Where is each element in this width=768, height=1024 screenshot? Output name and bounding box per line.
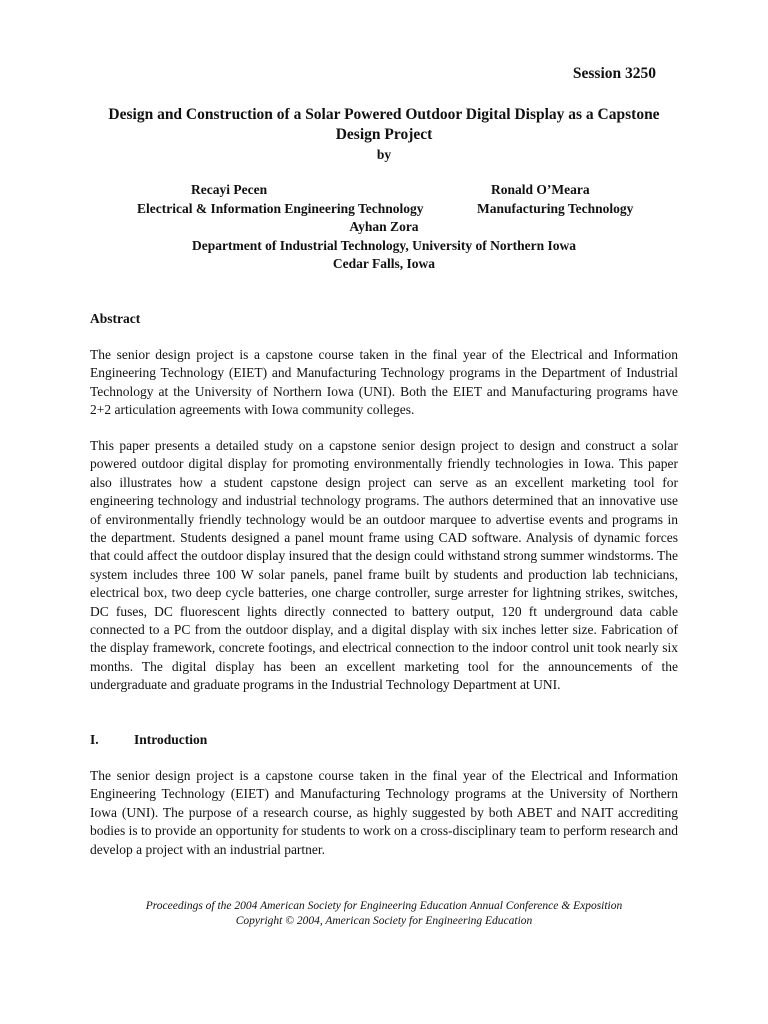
abstract-paragraph-2: This paper presents a detailed study on a capstone senior design project to design and construct a solar powered outdoor digital display for promoting environmentally friendly technologies in Iowa. This paper also illustrates how a student capstone design project can serve as an excellent marketing tool for engineering technology and industrial technology programs. The authors determined that an innovative use of environmentally friendly technology would be an outdoor marquee to advertise events and programs in the department. Students designed a panel mount frame using CAD software. Analysis of dynamic forces that could affect the outdoor display insured that the design could withstand strong summer windstorms. The system includes three 100 W solar panels, panel frame built by students and production lab technicians, electrical box, two deep cycle batteries, one charge controller, surge arrester for lightning strikes, switches, DC fuses, DC fluorescent lights directly connected to battery output, 120 ft underground data cable connected to a PC from the outdoor display, and a digital display with six inches letter size. Fabrication of the display framework, concrete footings, and electrical connection to the indoor control unit took nearly six months. The digital display has been an excellent marketing tool for the announcements of the undergraduate and graduate programs in the Industrial Technology Department at UNI.	[90, 438, 678, 693]
author-dept-manufacturing: Manufacturing Technology	[477, 200, 634, 216]
section-title: Introduction	[134, 732, 208, 747]
author-dept-eiet: Electrical & Information Engineering Technology	[137, 200, 424, 216]
byline: by	[376, 147, 392, 162]
author-name-omeara: Ronald O’Meara	[491, 182, 590, 197]
abstract-paragraph-1: The senior design project is a capstone course taken in the final year of the Electrical and Information Engineering Technology (EIET) and Manufacturing Technology programs in the Department of Industrial Technology at the University of Northern Iowa (UNI). Both the EIET and Manufacturing programs have 2+2 articulation agreements with Iowa community colleges.	[90, 347, 678, 418]
author-name-pecen: Recayi Pecen	[191, 182, 268, 197]
abstract-heading: Abstract	[90, 311, 141, 326]
paper-title: Design and Construction of a Solar Powered Outdoor Digital Display as a Capstone Design Project	[108, 106, 660, 143]
introduction-heading	[90, 732, 207, 748]
author-name-zora: Ayhan Zora	[349, 219, 419, 234]
footer-proceedings: Proceedings of the 2004 American Society for Engineering Education Annual Conference & Exposition	[145, 900, 623, 912]
introduction-paragraph-1: The senior design project is a capstone course taken in the final year of the Electrical and Information Engineering Technology (EIET) and Manufacturing Technology programs at the University of Northern Iowa (UNI). The purpose of a research course, as highly suggested by both ABET and NAIT accrediting bodies is to provide an opportunity for students to work on a cross-disciplinary team to perform research and develop a project with an industrial partner.	[90, 768, 678, 857]
page-footer	[90, 899, 678, 929]
footer-copyright: Copyright © 2004, American Society for Engineering Education	[235, 915, 533, 927]
author-departments-row	[90, 200, 678, 219]
affiliation-location: Cedar Falls, Iowa	[332, 256, 436, 271]
session-number: Session 3250	[572, 65, 656, 82]
author-names-row	[90, 181, 678, 200]
section-number: I.	[90, 732, 99, 747]
author-block	[90, 181, 678, 274]
affiliation-department: Department of Industrial Technology, University of Northern Iowa	[192, 237, 576, 253]
